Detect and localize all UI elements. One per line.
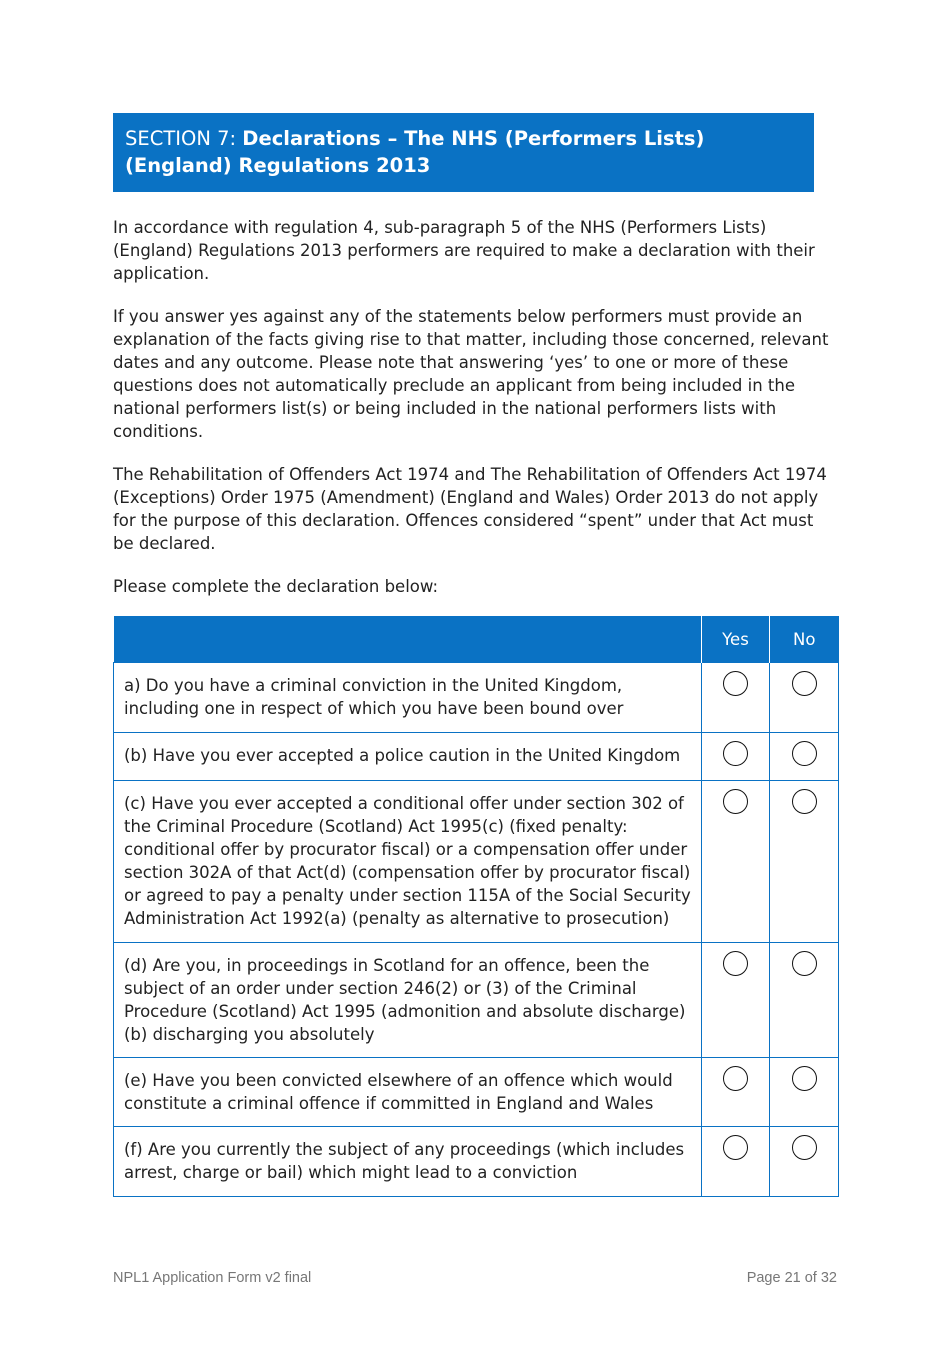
paragraph-explanation: If you answer yes against any of the statements below performers must provide an explanation of the facts giving rise to that matter, including those concerned, relevant dates and any outcome. Please note that answering ‘yes’ to one or more of these questions does not automatically preclude an applicant from being included in the national performers list(s) or being included in the national performers lists with conditions. — [113, 307, 829, 441]
answer-cell-yes — [702, 1058, 770, 1127]
no-radio-d[interactable] — [792, 951, 817, 976]
no-radio-c[interactable] — [792, 789, 817, 814]
yes-radio-f[interactable] — [723, 1135, 748, 1160]
question-a: a) Do you have a criminal conviction in the United Kingdom, including one in respect of which you have been bound over — [114, 663, 702, 733]
yes-column-header: Yes — [702, 616, 770, 663]
paragraph-regulation: In accordance with regulation 4, sub-paragraph 5 of the NHS (Performers Lists) (England) Regulations 2013 performers are required to make a declaration with their application. — [113, 218, 815, 283]
no-radio-e[interactable] — [792, 1066, 817, 1091]
table-row — [114, 943, 839, 1058]
question-c: (c) Have you ever accepted a conditional offer under section 302 of the Criminal Procedure (Scotland) Act 1995(c) (fixed penalty: conditional offer by procurator fiscal) or a compensation offer under section 302A of that Act(d) (compensation offer by procurator fiscal) or agreed to pay a penalty under section 115A of the Social Security Administration Act 1992(a) (penalty as alternative to prosecution) — [114, 781, 702, 943]
no-radio-f[interactable] — [792, 1135, 817, 1160]
answer-cell-yes — [702, 1127, 770, 1197]
answer-cell-no — [770, 1127, 839, 1197]
answer-cell-no — [770, 781, 839, 943]
table-row — [114, 1058, 839, 1127]
no-radio-b[interactable] — [792, 741, 817, 766]
question-b: (b) Have you ever accepted a police caution in the United Kingdom — [114, 733, 702, 781]
yes-radio-b[interactable] — [723, 741, 748, 766]
paragraph-rehabilitation: The Rehabilitation of Offenders Act 1974 and The Rehabilitation of Offenders Act 1974 (Exceptions) Order 1975 (Amendment) (England and Wales) Order 2013 do not apply for the purpose of this declaration. Offences considered “spent” under that Act must be declared. — [113, 465, 827, 553]
answer-cell-yes — [702, 943, 770, 1058]
section-title: Declarations – The NHS (Performers Lists) (England) Regulations 2013 — [125, 127, 705, 177]
answer-cell-yes — [702, 781, 770, 943]
question-d: (d) Are you, in proceedings in Scotland for an offence, been the subject of an order under section 246(2) or (3) of the Criminal Procedure (Scotland) Act 1995 (admonition and absolute discharge)(b) discharging you absolutely — [114, 943, 702, 1058]
table-row — [114, 733, 839, 781]
table-row — [114, 663, 839, 733]
yes-radio-d[interactable] — [723, 951, 748, 976]
table-row — [114, 781, 839, 943]
footer-document-name: NPL1 Application Form v2 final — [113, 1270, 312, 1286]
section-prefix: SECTION 7: — [125, 127, 243, 150]
no-column-header: No — [770, 616, 839, 663]
answer-cell-yes — [702, 663, 770, 733]
yes-radio-c[interactable] — [723, 789, 748, 814]
no-radio-a[interactable] — [792, 671, 817, 696]
answer-cell-no — [770, 733, 839, 781]
question-f: (f) Are you currently the subject of any proceedings (which includes arrest, charge or bail) which might lead to a conviction — [114, 1127, 702, 1197]
footer-page-number: Page 21 of 32 — [746, 1270, 837, 1286]
answer-cell-no — [770, 943, 839, 1058]
intro-text — [113, 216, 838, 618]
paragraph-instruction: Please complete the declaration below: — [113, 577, 439, 596]
declaration-table — [113, 616, 839, 1197]
question-e: (e) Have you been convicted elsewhere of an offence which would constitute a criminal offence if committed in England and Wales — [114, 1058, 702, 1127]
answer-cell-yes — [702, 733, 770, 781]
answer-cell-no — [770, 1058, 839, 1127]
table-row — [114, 1127, 839, 1197]
answer-cell-no — [770, 663, 839, 733]
table-header-row — [114, 616, 839, 663]
yes-radio-e[interactable] — [723, 1066, 748, 1091]
question-column-header — [114, 616, 702, 663]
yes-radio-a[interactable] — [723, 671, 748, 696]
section-header — [113, 113, 814, 192]
